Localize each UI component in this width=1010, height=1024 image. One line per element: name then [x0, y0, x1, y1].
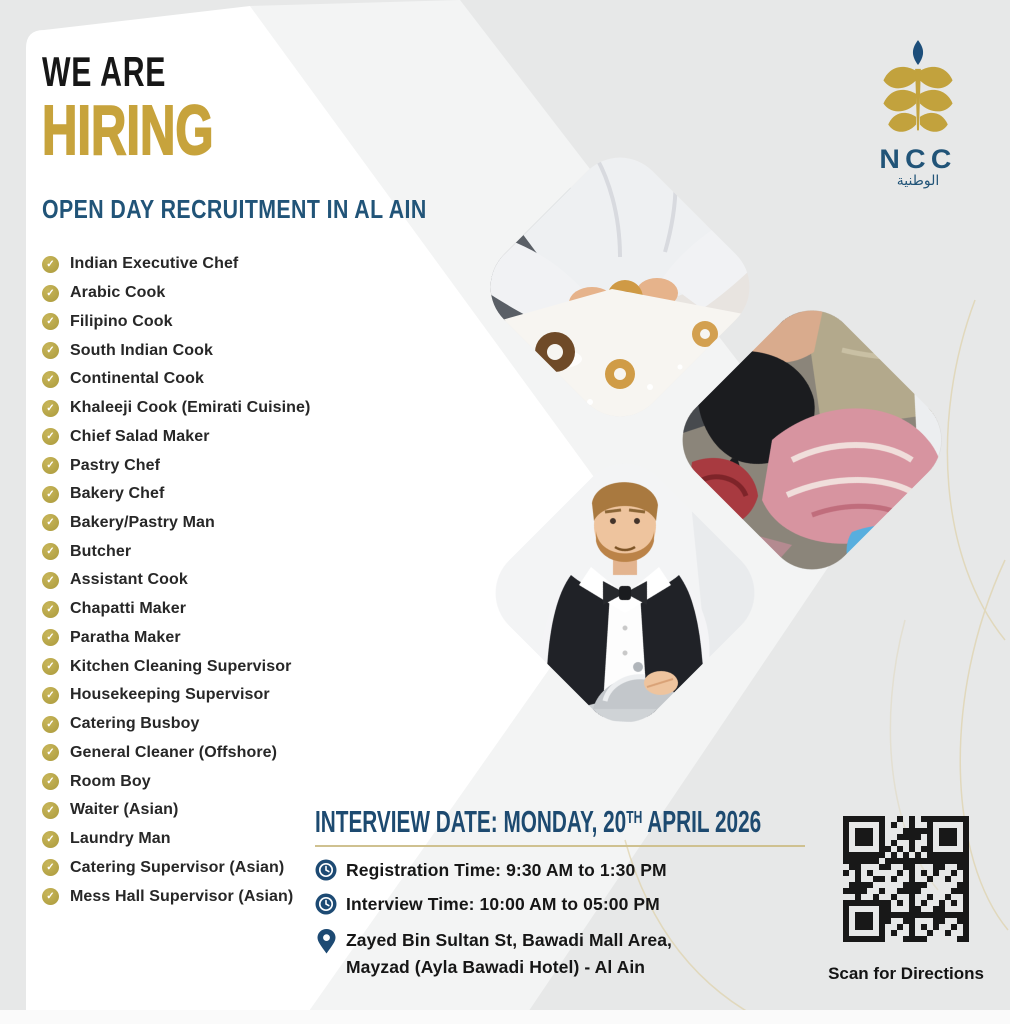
position-list-item [42, 681, 310, 710]
position-list-item [42, 336, 310, 365]
check-icon: ✓ [42, 514, 59, 531]
position-label: Chapatti Maker [70, 600, 187, 618]
ncc-logo [858, 38, 978, 189]
position-list-item [42, 595, 310, 624]
check-icon: ✓ [42, 888, 59, 905]
qr-block [826, 816, 986, 984]
check-icon: ✓ [42, 572, 59, 589]
qr-code [843, 816, 969, 942]
position-list-item [42, 537, 310, 566]
position-list-item [42, 451, 310, 480]
position-list-item [42, 394, 310, 423]
interview-time-row [315, 893, 815, 915]
position-list-item [42, 480, 310, 509]
position-list-item [42, 509, 310, 538]
check-icon: ✓ [42, 457, 59, 474]
check-icon: ✓ [42, 831, 59, 848]
interview-time-text: Interview Time: 10:00 AM to 05:00 PM [346, 893, 660, 914]
position-label: Continental Cook [70, 370, 205, 388]
position-label: Room Boy [70, 772, 151, 790]
headline-we-are: WE ARE [42, 48, 167, 95]
position-list-item [42, 624, 310, 653]
address-row [315, 927, 815, 981]
check-icon: ✓ [42, 342, 59, 359]
clock-icon [315, 859, 337, 881]
position-label: Pastry Chef [70, 456, 161, 474]
position-label: Indian Executive Chef [70, 255, 239, 273]
position-list-item [42, 566, 310, 595]
position-list-item [42, 365, 310, 394]
address-text: Zayed Bin Sultan St, Bawadi Mall Area, Mayzad (Ayla Bawadi Hotel) - Al Ain [346, 930, 673, 977]
interview-panel [315, 804, 815, 981]
position-list-item [42, 710, 310, 739]
position-list-item [42, 307, 310, 336]
position-label: Khaleeji Cook (Emirati Cuisine) [70, 399, 311, 417]
position-label: General Cleaner (Offshore) [70, 743, 278, 761]
positions-list [42, 250, 310, 911]
wheat-grain-icon [870, 38, 966, 142]
position-list-item [42, 279, 310, 308]
check-icon: ✓ [42, 629, 59, 646]
check-icon: ✓ [42, 716, 59, 733]
check-icon: ✓ [42, 773, 59, 790]
position-list-item [42, 767, 310, 796]
gold-divider [315, 845, 805, 847]
position-label: Kitchen Cleaning Supervisor [70, 657, 292, 675]
registration-time-row [315, 859, 815, 881]
check-icon: ✓ [42, 802, 59, 819]
position-label: Butcher [70, 542, 132, 560]
check-icon: ✓ [42, 400, 59, 417]
check-icon: ✓ [42, 687, 59, 704]
check-icon: ✓ [42, 371, 59, 388]
check-icon: ✓ [42, 658, 59, 675]
position-list-item [42, 422, 310, 451]
ncc-arabic-name: الوطنية [896, 173, 940, 189]
check-icon: ✓ [42, 428, 59, 445]
position-label: Waiter (Asian) [70, 801, 179, 819]
position-list-item [42, 738, 310, 767]
check-icon: ✓ [42, 601, 59, 618]
position-label: Housekeeping Supervisor [70, 686, 270, 704]
position-list-item [42, 825, 310, 854]
position-label: Assistant Cook [70, 571, 188, 589]
position-list-item [42, 652, 310, 681]
check-icon: ✓ [42, 486, 59, 503]
bottom-strip [0, 1010, 1010, 1024]
position-label: Bakery Chef [70, 485, 165, 503]
position-label: Mess Hall Supervisor (Asian) [70, 887, 294, 905]
position-list-item [42, 882, 310, 911]
position-label: Arabic Cook [70, 284, 166, 302]
headline-hiring: HIRING [42, 91, 214, 169]
check-icon: ✓ [42, 256, 59, 273]
interview-date-heading: INTERVIEW DATE: MONDAY, 20TH APRIL 2026 [315, 804, 762, 839]
clock-icon [315, 893, 337, 915]
position-label: Catering Busboy [70, 715, 200, 733]
position-label: South Indian Cook [70, 341, 214, 359]
position-label: Chief Salad Maker [70, 427, 210, 445]
position-label: Catering Supervisor (Asian) [70, 858, 285, 876]
location-pin-icon [315, 929, 337, 954]
check-icon: ✓ [42, 313, 59, 330]
registration-time-text: Registration Time: 9:30 AM to 1:30 PM [346, 859, 667, 880]
position-label: Bakery/Pastry Man [70, 513, 215, 531]
check-icon: ✓ [42, 859, 59, 876]
check-icon: ✓ [42, 285, 59, 302]
position-label: Paratha Maker [70, 628, 181, 646]
position-list-item [42, 796, 310, 825]
qr-label: Scan for Directions [828, 964, 984, 983]
ncc-wordmark: NCC [879, 144, 957, 174]
poster-subtitle: OPEN DAY RECRUITMENT IN AL AIN [42, 194, 427, 224]
check-icon: ✓ [42, 543, 59, 560]
position-list-item [42, 250, 310, 279]
position-label: Laundry Man [70, 830, 171, 848]
check-icon: ✓ [42, 744, 59, 761]
position-label: Filipino Cook [70, 312, 173, 330]
position-list-item [42, 853, 310, 882]
